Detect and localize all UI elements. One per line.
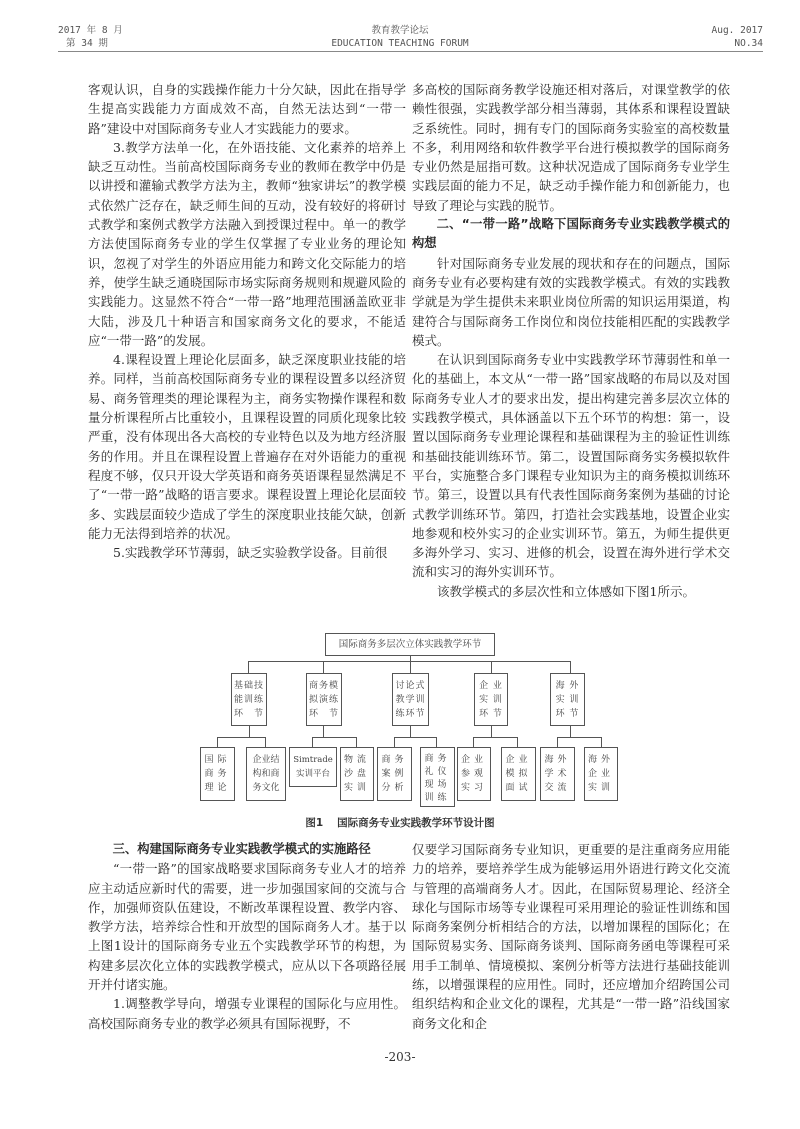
leaf-label-line: 实训: [587, 783, 614, 793]
leaf-label-line: 礼仪: [424, 767, 451, 777]
section-heading: 三、构建国际商务专业实践教学模式的实施路径: [112, 842, 371, 856]
paragraph: 该教学模式的多层次性和立体感如下图1所示。: [437, 583, 695, 599]
diagram-leaf-node: [340, 747, 374, 801]
diagram-branch-node: [550, 673, 585, 726]
paragraph: 3.教学方法单一化，在外语技能、文化素养的培养上缺乏互动性。当前高校国际商务专业的教师在教学中仍是以讲授和灌输式教学方法为主，教师“独家讲坛”的教学模式依然广泛存在，缺乏师生间的互动，没有较好的将研讨式教学和案例式教学方法融入到授课过程中。单一的教学方法使国际商务专业的学生仅掌握了专业业务的理论知识，忽视了对学生的外语应用能力和跨文化交际能力的培养，使学生缺乏通晓国际市场实际商务规则和规避风险的实践能力。这显然不符合“一带一路”地理范围涵盖欧亚非大陆，涉及几十种语言和国家商务文化的要求，不能适应“一带一路”的发展。: [88, 139, 406, 348]
branch-label-line: 实 训: [479, 695, 503, 705]
leaf-label-line: 实训: [343, 783, 370, 793]
connector-branch-bar: [248, 661, 571, 662]
section-heading: 二、“一带一路”战略下国际商务专业实践教学模式的构想: [412, 217, 730, 251]
paragraph: 在认识到国际商务专业中实践教学环节薄弱性和单一化的基础上，本文从“一带一路”国家战略的布局以及对国际商务专业人才的要求出发，提出构建完善多层次立体的实践教学模式，具体涵盖以下五个环节的构想：第一，设置以国际商务专业理论课程和基础课程为主的验证性训练和基础技能训练环节。第二，设置国际商务实务模拟软件平台，实施整合多门课程专业知识为主的商务模拟训练环节。第三，设置以具有代表性国际商务案例为基础的讨论式教学训练环节。第四，打造社会实践基地，设置企业实地参观和校外实习的企业实训环节。第五，为师生提供更多海外学习、实习、进修的机会，设置在海外进行学术交流和实习的海外实训环节。: [412, 352, 730, 580]
journal-title-cn: 教育教学论坛: [371, 25, 429, 36]
connector-leaf-stem-5: [570, 725, 571, 737]
leaf-label-line: 实训平台: [295, 769, 330, 779]
paragraph: 5.实践教学环节薄弱，缺乏实验教学设备。目前很: [113, 545, 388, 561]
root-label: 国际商务多层次立体实践教学环节: [338, 638, 482, 650]
right-column-top: [412, 80, 730, 601]
header-date-en: [680, 24, 763, 50]
paragraph: 多高校的国际商务教学设施还相对落后，对课堂教学的依赖性很强，实践教学部分相当薄弱，其体系和课程设置缺乏系统性。同时，拥有专门的国际商务实验室的高校数量不多，利用网络和软件教学平台进行模拟教学的国际商务专业仍然是屈指可数。这种状况造成了国际商务专业学生实践层面的能力不足，缺乏动手操作能力和创新能力，也导致了理论与实践的脱节。: [412, 82, 730, 213]
leaf-label-line: 现场: [424, 780, 451, 790]
diagram-leaf-node: [501, 747, 536, 801]
leaf-label-line: 企业结: [252, 755, 280, 765]
branch-label-line: 环 节: [308, 709, 339, 719]
leaf-label-line: 参观: [460, 769, 487, 779]
leaf-label-line: 分析: [381, 783, 408, 793]
diagram-root-node: [325, 633, 495, 656]
header-journal: [300, 24, 500, 50]
leaf-label-line: 交流: [544, 783, 571, 793]
leaf-label-line: 沙盘: [343, 769, 370, 779]
diagram-leaf-node: [246, 747, 286, 801]
leaf-label-line: 训练: [424, 793, 451, 803]
branch-label-line: 海 外: [555, 681, 580, 691]
paragraph: “一带一路”的国家战略要求国际商务专业人才的培养应主动适应新时代的需要，进一步加强国家间的交流与合作，加强师资队伍建设，不断改革课程设置、教学内容、教学方法，培养综合性和开放型的国际商务人才。基于以上图1设计的国际商务专业五个实践教学环节的构想，为构建多层次化立体的实践教学模式，应从以下各项路径展开并付诸实施。: [88, 861, 406, 993]
leaf-label-line: 国际: [204, 755, 231, 765]
page-number: -203-: [384, 1050, 416, 1064]
diagram-branch-node: [306, 673, 342, 726]
diagram-leaf-node: [420, 747, 455, 807]
paragraph: 1.调整教学导向，增强专业课程的国际化与应用性。高校国际商务专业的教学必须具有国际视野，不: [88, 996, 406, 1031]
leaf-label-line: 商务: [381, 755, 408, 765]
diagram-leaf-node: [457, 747, 491, 801]
leaf-label-line: 构和商: [252, 769, 280, 779]
connector-leaf-bar-1: [217, 737, 266, 738]
branch-label-line: 企 业: [479, 681, 503, 691]
connector-leaf-bar-2: [312, 737, 357, 738]
diagram-leaf-node: [377, 747, 412, 801]
right-column-bottom: [412, 840, 730, 1033]
left-column-bottom: [88, 840, 406, 1033]
leaf-label-line: 企业: [460, 755, 487, 765]
leaf-label-line: Simtrade: [293, 755, 333, 765]
leaf-label-line: 企业: [587, 769, 614, 779]
branch-label-line: 练环节: [395, 709, 426, 719]
leaf-label-line: 实习: [460, 783, 487, 793]
leaf-label-line: 海外: [587, 755, 614, 765]
diagram-leaf-node: [289, 747, 337, 787]
branch-label-line: 实 训: [555, 695, 580, 705]
branch-label-line: 商务模: [308, 681, 339, 691]
leaf-label-line: 模拟: [505, 769, 532, 779]
connector-root-down: [410, 655, 411, 662]
leaf-label-line: 物流: [343, 755, 370, 765]
branch-label-line: 基础技: [233, 681, 264, 691]
header-rule: [58, 51, 763, 52]
header-issue-cn: 第 34 期: [66, 38, 108, 49]
diagram-branch-node: [474, 673, 508, 726]
header-issue-en: NO.34: [734, 38, 763, 49]
connector-leaf-stem-3: [410, 725, 411, 737]
connector-leaf-stem-4: [491, 725, 492, 737]
diagram-leaf-node: [200, 747, 235, 801]
leaf-label-line: 商务: [424, 754, 451, 764]
paragraph: 4.课程设置上理论化层面多，缺乏深度职业技能的培养。同样，当前高校国际商务专业的课程设置多以经济贸易、商务管理类的理论课程为主，商务实物操作课程和数量分析课程所占比重较小，且课程设置的同质化现象比较严重，没有体现出各大高校的专业特色以及为地方经济服务的作用。并且在课程设置上普遍存在对外语能力的重视程度不够，仅只开设大学英语和商务英语课程显然满足不了“一带一路”战略的语言要求。课程设置上理论化层面较多、实践层面较少造成了学生的深度职业技能欠缺，创新能力无法得到培养的状况。: [88, 352, 406, 541]
branch-label-line: 环 节: [479, 709, 503, 719]
journal-title-en: EDUCATION TEACHING FORUM: [331, 38, 469, 49]
leaf-label-line: 学术: [544, 769, 571, 779]
leaf-label-line: 商务: [204, 769, 231, 779]
header-date: [58, 24, 123, 50]
paragraph: 客观认识，自身的实践操作能力十分欠缺，因此在指导学生提高实践能力方面成效不高，自然无法达到“一带一路”建设中对国际商务专业人才实践能力的要求。: [88, 82, 406, 136]
paragraph: 仅要学习国际商务专业知识，更重要的是注重商务应用能力的培养，要培养学生成为能够运用外语进行跨文化交流与管理的高端商务人才。因此，在国际贸易理论、经济全球化与国际市场等专业课程可采用理论的验证性训练和国际商务案例分析相结合的方法，以增加课程的国际化；在国际贸易实务、国际商务谈判、国际商务函电等课程可采用手工制单、情境模拟、案例分析等方法进行基础技能训练，以增强课程的应用性。同时，还应增加介绍跨国公司组织结构和企业文化的课程，尤其是“一带一路”沿线国家商务文化和企: [412, 842, 730, 1031]
diagram-branch-node: [392, 673, 429, 726]
branch-label-line: 环 节: [233, 709, 264, 719]
leaf-label-line: 海外: [544, 755, 571, 765]
leaf-label-line: 理论: [204, 783, 231, 793]
connector-leaf-stem-2: [323, 725, 324, 737]
leaf-label-line: 企业: [505, 755, 532, 765]
connector-leaf-bar-4: [473, 737, 518, 738]
branch-label-line: 能训练: [233, 695, 264, 705]
leaf-label-line: 面试: [505, 783, 532, 793]
figure-caption: [0, 815, 800, 830]
connector-leaf-bar-5: [557, 737, 602, 738]
diagram-leaf-node: [584, 747, 618, 801]
diagram-branch-node: [231, 673, 267, 726]
branch-label-line: 环 节: [555, 709, 580, 719]
branch-label-line: 讨论式: [395, 681, 426, 691]
header-date-cn: 2017 年 8 月: [58, 25, 123, 36]
paragraph: 针对国际商务专业发展的现状和存在的问题点，国际商务专业有必要构建有效的实践教学模式。有效的实践教学就是为学生提供未来职业岗位所需的知识运用渠道，构建符合与国际商务工作岗位和岗位技能相匹配的实践教学模式。: [412, 255, 730, 348]
connector-leaf-bar-3: [394, 737, 437, 738]
figure-title: 国际商务专业实践教学环节设计图: [337, 817, 495, 829]
figure-number: 图1: [305, 817, 324, 829]
leaf-label-line: 案例: [381, 769, 408, 779]
connector-leaf-stem-1: [249, 725, 250, 737]
header-date-en-month: Aug. 2017: [711, 25, 763, 36]
branch-label-line: 拟演练: [308, 695, 339, 705]
diagram-leaf-node: [540, 747, 575, 801]
branch-label-line: 教学训: [395, 695, 426, 705]
leaf-label-line: 务文化: [252, 783, 280, 793]
left-column-top: [88, 80, 406, 562]
